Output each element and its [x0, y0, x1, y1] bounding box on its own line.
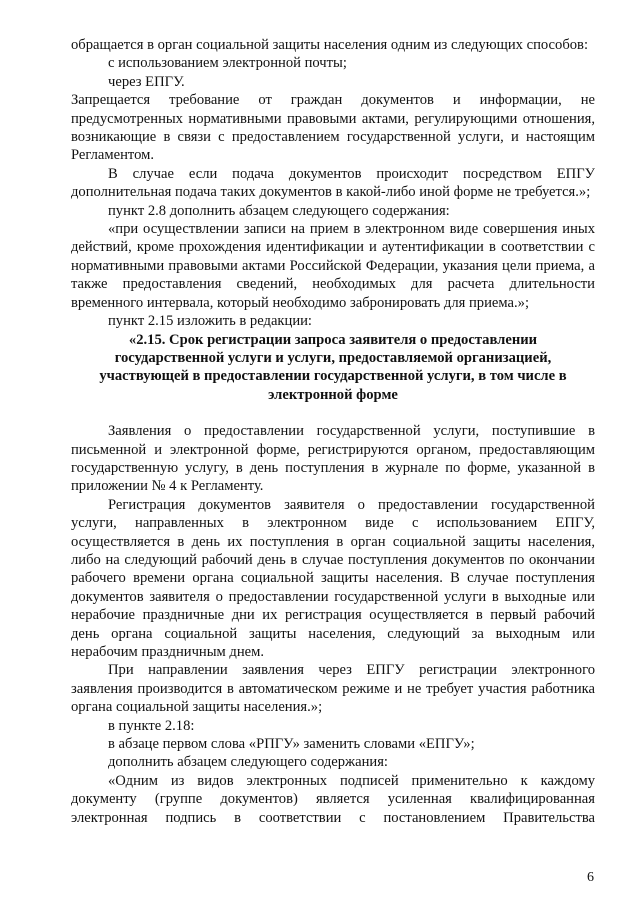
document-body: [71, 36, 595, 827]
paragraph: обращается в орган социальной защиты населения одним из следующих способов:: [71, 37, 589, 53]
paragraph: пункт 2.15 изложить в редакции:: [108, 313, 312, 330]
paragraph: с использованием электронной почты;: [108, 55, 347, 72]
paragraph: дополнить абзацем следующего содержания:: [108, 754, 388, 771]
paragraph: При направлении заявления через ЕПГУ регистрации электронного заявления производится в автоматическом режиме и не требует участия работника органа социальной защиты населения.»;: [71, 662, 595, 716]
paragraph: в пункте 2.18:: [108, 717, 195, 734]
paragraph: «при осуществлении записи на прием в электронном виде совершения иных действий, кроме прохождения идентификации и аутентификации в соответствии с нормативными правовыми актами Российской Федерации, указания цели приема, а также предоставления сведений, необходимых для расчета длительности временного интервала, который необходимо забронировать для приема.»;: [71, 221, 595, 311]
paragraph: Запрещается требование от граждан документов и информации, не предусмотренных нормативными правовыми актами, регулирующими отношения, возникающие в связи с предоставлением государственной услуги, и настоящим Регламентом.: [71, 92, 595, 164]
paragraphs-before-heading: [71, 36, 595, 331]
paragraph: через ЕПГУ.: [108, 73, 185, 90]
paragraph: В случае если подача документов происходит посредством ЕПГУ дополнительная подача таких документов в какой-либо иной форме не требуется.»;: [71, 165, 595, 201]
paragraph: Регистрация документов заявителя о предоставлении государственной услуги, направленных в электронном виде с использованием ЕПГУ, осуществляется в день их поступления в орган социальной защиты населения, либо на следующий рабочий день в случае поступления документов по окончании рабочего времени органа социальной защиты населения. В случае поступления документов заявителя о предоставлении государственной услуги в выходные или нерабочие праздничные дни их регистрация осуществляется в первый рабочий день органа социальной защиты населения, следующий за выходным или нерабочим праздничным днем.: [71, 496, 595, 660]
paragraph: «Одним из видов электронных подписей применительно к каждому документу (группе документов) является усиленная квалифицированная электронная подпись в соответствии с постановлением Правительства: [71, 772, 595, 826]
paragraph: в абзаце первом слова «РПГУ» заменить словами «ЕПГУ»;: [108, 736, 475, 753]
paragraph: пункт 2.8 дополнить абзацем следующего содержания:: [108, 202, 450, 219]
page-number: 6: [587, 870, 594, 885]
paragraphs-after-heading: [71, 422, 595, 827]
paragraph: Заявления о предоставлении государственной услуги, поступившие в письменной и электронной форме, регистрируются органом, предоставляющим государственную услугу, в день поступления в журнале по форме, указанной в приложении № 4 к Регламенту.: [71, 423, 595, 495]
section-heading: «2.15. Срок регистрации запроса заявителя о предоставлении государственной услуги и услуги, предоставляемой организацией, участвующей в предоставлении государственной услуги, в том числе в электронной форме: [99, 331, 567, 403]
